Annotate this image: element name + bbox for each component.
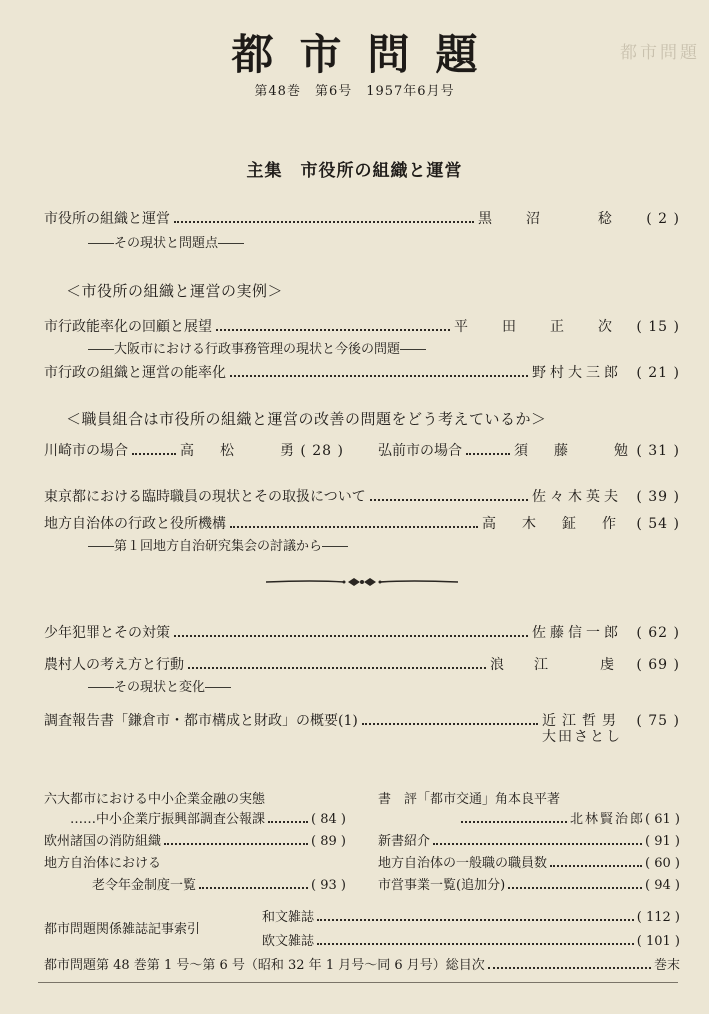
leader-dots (230, 375, 528, 377)
toc-entry[interactable] (70, 808, 346, 827)
toc-entry[interactable] (44, 208, 680, 228)
toc-page: ( 39 ) (636, 489, 680, 505)
leader-dots (174, 635, 528, 637)
leader-dots (268, 821, 308, 823)
leader-dots (362, 723, 538, 725)
toc-title: 市営事業一覧(追加分) (378, 878, 506, 893)
toc-title: 少年犯罪とその対策 (44, 625, 170, 641)
leader-dots (550, 865, 642, 867)
leader-dots (164, 843, 308, 845)
leader-dots (317, 943, 634, 945)
toc-author: 須 藤 勉 (514, 443, 634, 459)
toc-title: 地方自治体の一般職の職員数 (378, 856, 548, 871)
toc-title: 欧州諸国の消防組織 (44, 834, 162, 849)
toc-entry[interactable] (44, 954, 680, 973)
toc-page: ( 21 ) (636, 365, 680, 381)
toc-entry[interactable] (262, 930, 680, 949)
toc-page: ( 60 ) (645, 856, 680, 871)
leader-dots (174, 221, 474, 223)
toc-title: 都市問題第 48 巻第 1 号〜第 6 号（昭和 32 年 1 月号〜同 6 月号）総目次 (44, 958, 485, 973)
toc-page: ( 61 ) (645, 812, 680, 827)
toc-entry[interactable] (44, 440, 344, 460)
toc-title: 川崎市の場合 (44, 443, 128, 459)
toc-entry[interactable] (44, 622, 680, 642)
toc-entry[interactable] (44, 513, 680, 533)
index-label: 都市問題関係雑誌記事索引 (44, 922, 201, 937)
toc-page: 巻末 (653, 958, 680, 973)
toc-author: 北林賢治郎 (570, 812, 646, 827)
toc-author: 黒 沼 稔 (478, 211, 622, 227)
toc-authors (542, 713, 622, 745)
toc-author: 高 松 勇 (180, 443, 300, 459)
book-review-title[interactable]: 書 評「都市交通」角本良平著 (378, 792, 561, 807)
toc-subtitle: ――大阪市における行政事務管理の現状と今後の問題―― (88, 342, 427, 357)
toc-subtitle: ――第１回地方自治研究集会の討議から―― (88, 539, 349, 554)
leader-dots (370, 499, 528, 501)
toc-page: ( 89 ) (311, 834, 346, 849)
toc-page: ( 2 ) (646, 211, 680, 227)
leader-dots (508, 887, 642, 889)
leader-dots (488, 967, 651, 969)
toc-title: 地方自治体の行政と役所機構 (44, 516, 226, 532)
leader-dots (199, 887, 308, 889)
journal-title: 都市問題 (231, 30, 504, 79)
toc-title[interactable]: 六大都市における中小企業金融の実態 (44, 792, 266, 807)
toc-page: ( 93 ) (311, 878, 346, 893)
toc-entry[interactable] (378, 830, 680, 849)
toc-entry[interactable] (378, 874, 680, 893)
toc-title: 欧文雑誌 (262, 934, 315, 949)
bottom-rule (38, 982, 678, 983)
toc-page: ( 15 ) (636, 319, 680, 335)
toc-author: 平 田 正 次 (454, 319, 622, 335)
toc-entry[interactable] (44, 316, 680, 336)
toc-title[interactable]: 地方自治体における (44, 856, 162, 871)
toc-page: ( 54 ) (636, 516, 680, 532)
toc-author: ……中小企業庁振興部調査公報課 (70, 812, 266, 827)
toc-title: 新書紹介 (378, 834, 431, 849)
toc-author: 浪 江 虔 (490, 657, 622, 673)
leader-dots (230, 526, 478, 528)
toc-page: ( 91 ) (645, 834, 680, 849)
toc-page: ( 112 ) (636, 910, 680, 925)
issue-line: 第48巻 第6号 1957年6月号 (254, 84, 455, 99)
toc-subtitle: ――その現状と変化―― (88, 680, 232, 695)
toc-title: 和文雑誌 (262, 910, 315, 925)
leader-dots (317, 919, 634, 921)
leader-dots (466, 453, 510, 455)
toc-entry[interactable] (44, 830, 346, 849)
toc-page: ( 84 ) (311, 812, 346, 827)
toc-entry[interactable] (44, 654, 680, 674)
toc-author: 高 木 鉦 作 (482, 516, 622, 532)
toc-page: ( 28 ) (300, 443, 344, 459)
leader-dots (216, 329, 450, 331)
toc-entry[interactable] (458, 808, 680, 827)
toc-title: 市行政の組織と運営の能率化 (44, 365, 226, 381)
toc-page: ( 101 ) (636, 934, 680, 949)
toc-entry[interactable] (92, 874, 346, 893)
toc-author: 佐々木英夫 (532, 489, 622, 505)
leader-dots (461, 821, 567, 823)
toc-entry[interactable] (44, 486, 680, 506)
toc-subtitle: ――その現状と問題点―― (88, 236, 245, 251)
toc-author: 大田さとし (542, 729, 622, 745)
toc-title: 農村人の考え方と行動 (44, 657, 184, 673)
toc-entry[interactable] (44, 362, 680, 382)
section-heading: ＜市役所の組織と運営の実例＞ (66, 282, 284, 300)
leader-dots (188, 667, 486, 669)
toc-page: ( 31 ) (636, 443, 680, 459)
toc-page: ( 94 ) (645, 878, 680, 893)
toc-page: ( 69 ) (636, 657, 680, 673)
toc-entry[interactable] (378, 852, 680, 871)
toc-author: 佐藤信一郎 (532, 625, 622, 641)
toc-entry[interactable] (378, 440, 680, 460)
bleed-through-text: 都市問題 (620, 43, 700, 63)
toc-title: 市行政能率化の回顧と展望 (44, 319, 212, 335)
section-heading: ＜職員組合は市役所の組織と運営の改善の問題をどう考えているか＞ (66, 410, 547, 428)
leader-dots (433, 843, 642, 845)
special-feature-heading: 主集 市役所の組織と運営 (246, 161, 463, 181)
toc-title: 東京都における臨時職員の現状とその取扱について (44, 489, 366, 505)
toc-author: 野村大三郎 (532, 365, 622, 381)
toc-title: 弘前市の場合 (378, 443, 462, 459)
leader-dots (132, 453, 176, 455)
toc-title: 市役所の組織と運営 (44, 211, 170, 227)
toc-page: ( 62 ) (636, 625, 680, 641)
toc-author: 近江哲男 (542, 713, 622, 729)
ornament-divider (264, 572, 460, 592)
toc-entry[interactable] (44, 710, 680, 745)
toc-entry[interactable] (262, 906, 680, 925)
toc-page: ( 75 ) (636, 713, 680, 729)
toc-title: 調査報告書「鎌倉市・都市構成と財政」の概要(1) (44, 713, 358, 729)
toc-title: 老令年金制度一覧 (92, 878, 197, 893)
